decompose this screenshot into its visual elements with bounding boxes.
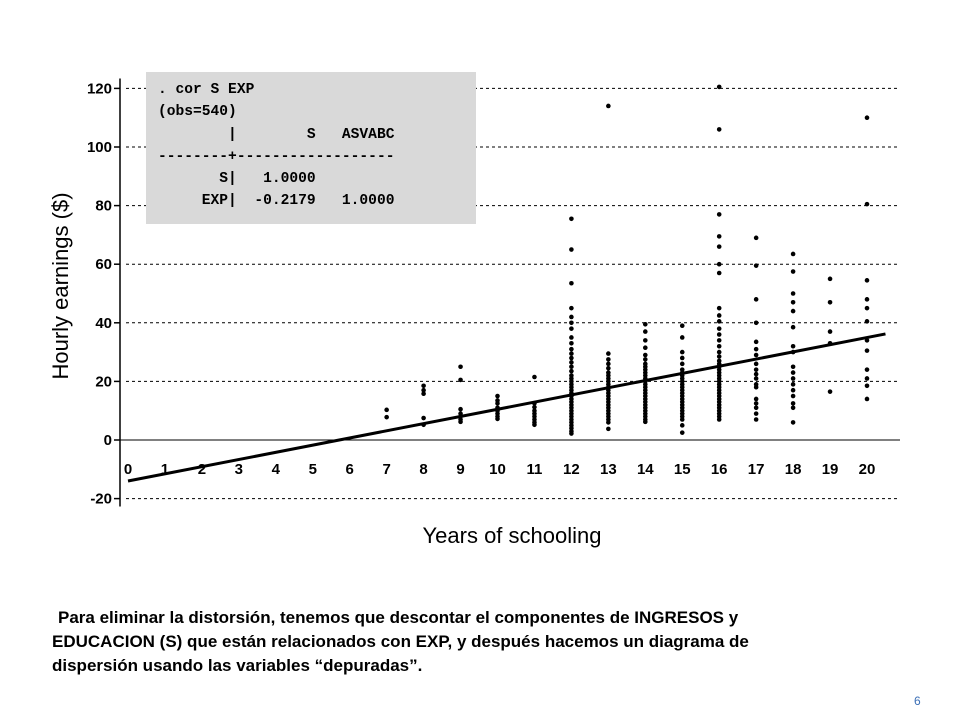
data-point: [865, 348, 870, 353]
data-point: [754, 417, 759, 422]
data-point: [643, 322, 648, 327]
data-point: [680, 430, 685, 435]
y-axis-label: Hourly earnings ($): [48, 192, 73, 380]
data-point: [569, 431, 574, 436]
data-point: [791, 370, 796, 375]
data-point: [717, 262, 722, 267]
caption-line: Para eliminar la distorsión, tenemos que descontar el componentes de INGRESOS y: [58, 608, 739, 627]
data-point: [421, 416, 426, 421]
y-tick-label: 120: [86, 80, 112, 98]
data-point: [569, 315, 574, 320]
data-point: [532, 375, 537, 380]
data-point: [569, 281, 574, 286]
x-tick-label: 18: [784, 461, 802, 478]
data-point: [643, 338, 648, 343]
caption-line: dispersión usando las variables “depuradas”.: [52, 656, 423, 675]
data-point: [458, 420, 463, 425]
data-point: [865, 278, 870, 283]
data-point: [754, 362, 759, 367]
data-point: [643, 329, 648, 334]
output-line: | S ASVABC: [158, 126, 395, 143]
x-tick-label: 8: [419, 461, 428, 478]
x-tick-label: 12: [563, 461, 580, 478]
data-point: [680, 350, 685, 355]
data-point: [643, 345, 648, 350]
data-point: [828, 329, 833, 334]
data-point: [495, 417, 500, 422]
data-point: [865, 115, 870, 120]
data-point: [717, 234, 722, 239]
data-point: [791, 291, 796, 296]
y-tick-label: 40: [95, 314, 112, 332]
x-tick-label: 16: [710, 461, 728, 478]
data-point: [717, 244, 722, 249]
data-point: [569, 335, 574, 340]
data-point: [791, 300, 796, 305]
data-point: [791, 309, 796, 314]
data-point: [865, 319, 870, 324]
x-tick-label: 15: [673, 461, 691, 478]
data-point: [791, 364, 796, 369]
data-point: [865, 367, 870, 372]
y-tick-label: 80: [95, 197, 112, 215]
data-point: [421, 391, 426, 396]
data-point: [791, 344, 796, 349]
x-tick-labels: [124, 461, 876, 478]
data-point: [717, 212, 722, 217]
y-tick-label: -20: [90, 490, 112, 508]
data-point: [791, 420, 796, 425]
data-point: [791, 401, 796, 406]
data-point: [865, 297, 870, 302]
data-point: [717, 326, 722, 331]
x-tick-label: 20: [858, 461, 876, 478]
data-point: [569, 364, 574, 369]
data-point: [754, 397, 759, 402]
data-point: [532, 422, 537, 427]
data-point: [717, 344, 722, 349]
caption-text: [52, 606, 902, 678]
data-point: [791, 325, 796, 330]
data-point: [754, 347, 759, 352]
data-point: [754, 367, 759, 372]
data-point: [791, 269, 796, 274]
data-point: [754, 236, 759, 241]
data-point: [680, 423, 685, 428]
data-point: [569, 321, 574, 326]
x-tick-label: 3: [234, 461, 244, 478]
x-tick-label: 11: [526, 461, 543, 478]
data-point: [606, 362, 611, 367]
data-point: [569, 247, 574, 252]
output-line: . cor S EXP: [158, 82, 255, 98]
data-point: [717, 306, 722, 311]
caption-line: EDUCACION (S) que están relacionados con EXP, y después hacemos un diagrama de: [52, 632, 749, 651]
x-tick-label: 13: [600, 461, 617, 478]
data-point: [828, 277, 833, 282]
x-tick-label: 9: [456, 461, 465, 478]
data-point: [680, 356, 685, 361]
y-tick-label: 0: [103, 432, 112, 449]
y-tick-labels: [87, 80, 112, 507]
data-point: [421, 383, 426, 388]
data-point: [865, 202, 870, 207]
data-point: [717, 313, 722, 318]
data-point: [717, 127, 722, 132]
x-axis-label: Years of schooling: [422, 523, 602, 548]
output-line: (obs=540): [158, 104, 237, 121]
data-point: [754, 353, 759, 358]
data-point: [680, 362, 685, 367]
y-tick-label: 100: [86, 139, 112, 156]
x-tick-label: 10: [489, 461, 506, 478]
data-point: [828, 300, 833, 305]
data-point: [717, 85, 722, 90]
data-point: [606, 420, 611, 425]
data-point: [791, 405, 796, 410]
data-point: [680, 335, 685, 340]
data-point: [606, 366, 611, 371]
data-point: [717, 354, 722, 359]
data-point: [569, 216, 574, 221]
data-point: [754, 263, 759, 268]
output-line: --------+------------------: [158, 148, 395, 165]
data-point: [569, 351, 574, 356]
data-point: [606, 104, 611, 109]
data-point: [717, 417, 722, 422]
data-point: [458, 364, 463, 369]
data-point: [754, 372, 759, 377]
data-point: [569, 369, 574, 374]
data-point: [569, 356, 574, 361]
data-point: [754, 385, 759, 390]
data-point: [791, 252, 796, 257]
data-point: [458, 407, 463, 412]
stata-output-box: [146, 72, 476, 224]
x-tick-label: 4: [271, 461, 280, 478]
data-point: [865, 306, 870, 311]
data-point: [791, 394, 796, 399]
data-point: [569, 326, 574, 331]
x-tick-label: 7: [382, 461, 391, 478]
data-point: [606, 427, 611, 432]
data-point: [606, 351, 611, 356]
data-point: [643, 420, 648, 425]
data-point: [643, 353, 648, 358]
output-line: EXP| -0.2179 1.0000: [158, 193, 395, 210]
x-tick-label: 6: [345, 461, 354, 478]
y-tick-label: 60: [95, 256, 112, 274]
data-point: [680, 323, 685, 328]
data-point: [865, 397, 870, 402]
data-point: [865, 376, 870, 381]
data-point: [828, 389, 833, 394]
data-point: [717, 350, 722, 355]
data-point: [384, 408, 389, 413]
data-point: [569, 347, 574, 352]
data-point: [754, 376, 759, 381]
data-point: [384, 415, 389, 420]
data-point: [495, 394, 500, 399]
regression-line-group: [128, 334, 885, 481]
data-point: [717, 271, 722, 276]
y-tick-label: 20: [95, 373, 112, 391]
regression-line: [128, 334, 885, 481]
x-tick-label: 17: [747, 461, 765, 478]
data-point: [717, 319, 722, 324]
data-point: [495, 401, 500, 406]
data-point: [569, 360, 574, 365]
data-point: [791, 382, 796, 387]
data-point: [754, 297, 759, 302]
data-point: [606, 357, 611, 362]
data-point: [680, 417, 685, 422]
x-tick-label: 5: [308, 461, 317, 478]
data-point: [865, 383, 870, 388]
x-tick-label: 14: [636, 461, 654, 478]
data-point: [791, 388, 796, 393]
data-point: [754, 321, 759, 326]
data-point: [569, 341, 574, 346]
data-point: [754, 401, 759, 406]
data-point: [458, 378, 463, 383]
data-point: [754, 405, 759, 410]
data-point: [569, 306, 574, 311]
data-point: [791, 376, 796, 381]
data-point: [754, 411, 759, 416]
data-point: [717, 332, 722, 337]
x-tick-label: 19: [821, 461, 839, 478]
data-point: [717, 338, 722, 343]
x-tick-label: 2: [197, 461, 207, 478]
page-number: 6: [914, 694, 921, 708]
data-point: [643, 357, 648, 362]
x-tick-label: 0: [123, 461, 133, 478]
data-point: [754, 340, 759, 345]
x-tick-label: 1: [160, 461, 170, 478]
output-line: S| 1.0000: [158, 171, 316, 188]
